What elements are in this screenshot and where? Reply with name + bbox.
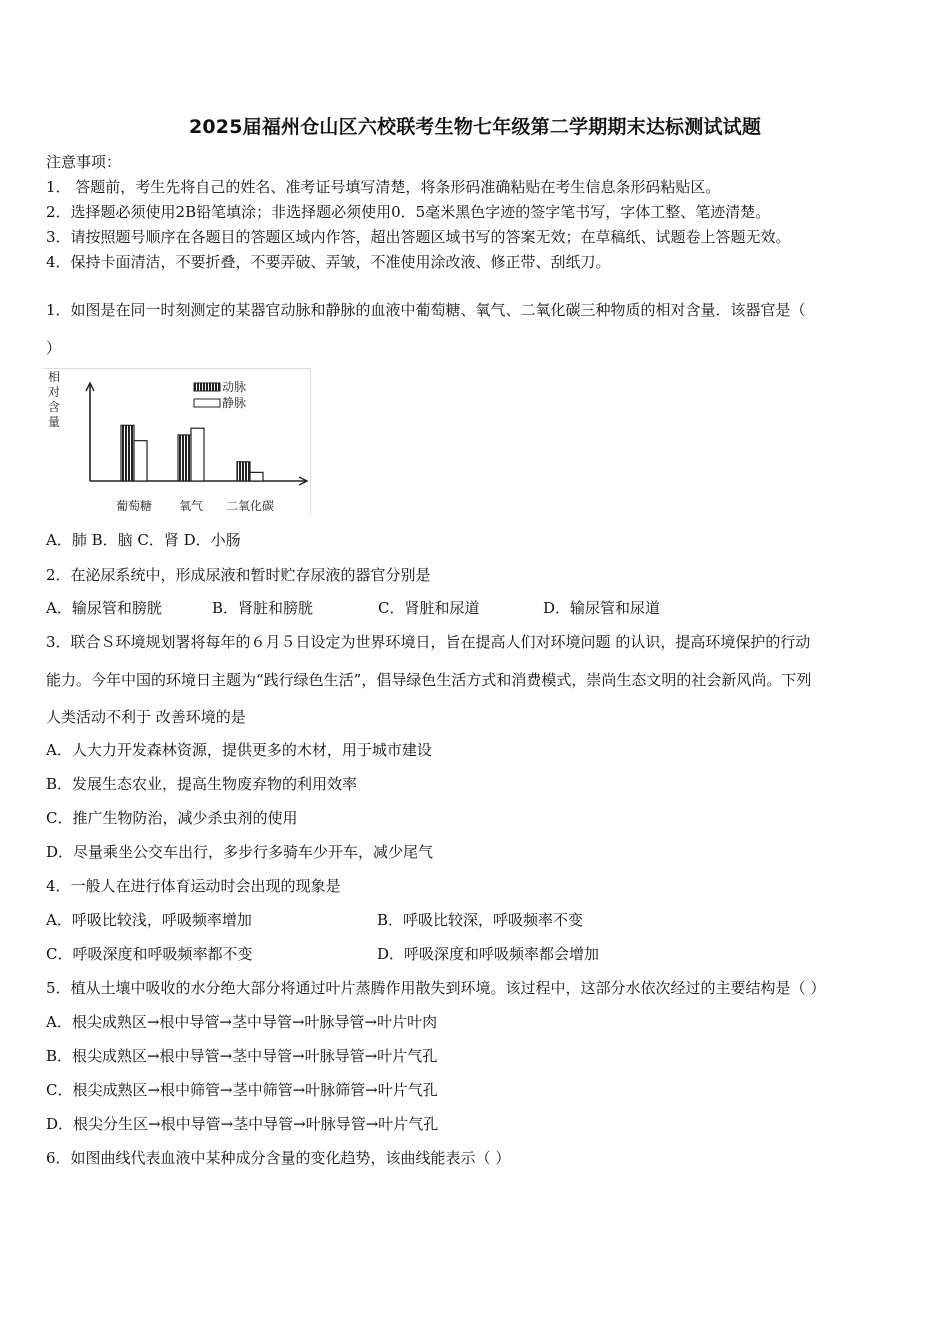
bar-vein-3	[250, 472, 263, 481]
notice-item-2: 2．选择题必须使用2B铅笔填涂；非选择题必须使用0．5毫米黑色字迹的签字笔书写，字体工整、笔迹清楚。	[46, 203, 771, 221]
q3-option-d: D．尽量乘坐公交车出行，多步行多骑车少开车，减少尾气	[46, 843, 434, 861]
q3-stem-line2: 能力。今年中国的环境日主题为“践行绿色生活”，倡导绿色生活方式和消费模式，崇尚生态文明的社会新风尚。下列	[46, 671, 812, 689]
q3-stem-line1: 3．联合Ｓ环境规划署将每年的６月５日设定为世界环境日，旨在提高人们对环境问题 的认识，提高环境保护的行动	[46, 633, 811, 651]
q1-stem-line2: ）	[46, 339, 62, 357]
q5-stem: 5．植从土壤中吸收的水分绝大部分将通过叶片蒸腾作用散失到环境。该过程中，这部分水依次经过的主要结构是（ ）	[46, 979, 826, 997]
q3-option-b: B．发展生态农业，提高生物废弃物的利用效率	[46, 775, 358, 793]
bar-artery-2	[178, 435, 191, 481]
page-title: 2025届福州仓山区六校联考生物七年级第二学期期末达标测试试题	[188, 116, 762, 138]
bar-vein-1	[134, 441, 147, 481]
q5-option-b: B．根尖成熟区→根中导管→茎中导管→叶脉导管→叶片气孔	[46, 1047, 438, 1065]
q1-bar-chart	[44, 368, 311, 515]
y-axis-label: 量	[47, 415, 61, 429]
legend-label: 动脉	[222, 380, 247, 394]
q2-stem: 2．在泌尿系统中，形成尿液和暂时贮存尿液的器官分别是	[46, 566, 431, 584]
q4-option-d: D．呼吸深度和呼吸频率都会增加	[377, 945, 600, 963]
q2-option-b: B．肾脏和膀胱	[212, 599, 314, 617]
q4-stem: 4．一般人在进行体育运动时会出现的现象是	[46, 877, 341, 895]
q6-stem: 6．如图曲线代表血液中某种成分含量的变化趋势，该曲线能表示（ ）	[46, 1149, 511, 1167]
y-axis-label: 相	[47, 370, 61, 384]
q4-option-c: C．呼吸深度和呼吸频率都不变	[46, 945, 253, 963]
bar-artery-3	[237, 462, 250, 481]
q5-option-a: A．根尖成熟区→根中导管→茎中导管→叶脉导管→叶片叶肉	[46, 1013, 438, 1031]
q4-option-a: A．呼吸比较浅，呼吸频率增加	[46, 911, 252, 929]
x-tick-label: 氧气	[178, 499, 204, 513]
notice-heading: 注意事项：	[46, 153, 122, 171]
q3-option-c: C．推广生物防治，减少杀虫剂的使用	[46, 809, 298, 827]
q1-stem-line1: 1．如图是在同一时刻测定的某器官动脉和静脉的血液中葡萄糖、氧气、二氧化碳三种物质的相对含量．该器官是（	[46, 301, 806, 319]
legend-swatch	[194, 399, 220, 407]
legend-swatch	[194, 383, 220, 391]
q4-option-b: B．呼吸比较深，呼吸频率不变	[377, 911, 584, 929]
q5-option-d: D．根尖分生区→根中导管→茎中导管→叶脉导管→叶片气孔	[46, 1115, 439, 1133]
q3-option-a: A．人大力开发森林资源，提供更多的木材，用于城市建设	[46, 741, 432, 759]
q3-stem-line3: 人类活动不利于 改善环境的是	[46, 708, 246, 726]
bar-artery-1	[121, 425, 134, 481]
q2-option-d: D．输尿管和尿道	[543, 599, 661, 617]
notice-item-3: 3．请按照题号顺序在各题目的答题区域内作答，超出答题区域书写的答案无效；在草稿纸、试题卷上答题无效。	[46, 228, 791, 246]
notice-item-4: 4．保持卡面清洁，不要折叠，不要弄破、弄皱，不准使用涂改液、修正带、刮纸刀。	[46, 253, 611, 271]
q2-option-a: A．输尿管和膀胱	[46, 599, 162, 617]
q5-option-c: C．根尖成熟区→根中筛管→茎中筛管→叶脉筛管→叶片气孔	[46, 1081, 438, 1099]
y-axis-label: 对	[47, 385, 61, 399]
legend-label: 静脉	[222, 396, 247, 410]
chart-svg	[44, 369, 310, 515]
y-axis-label: 含	[47, 400, 61, 414]
x-tick-label: 二氧化碳	[225, 499, 275, 513]
notice-item-1: 1． 答题前，考生先将自己的姓名、准考证号填写清楚，将条形码准确粘贴在考生信息条形码粘贴区。	[46, 178, 721, 196]
bar-vein-2	[191, 428, 204, 481]
x-tick-label: 葡萄糖	[115, 499, 153, 513]
q2-option-c: C．肾脏和尿道	[378, 599, 480, 617]
q1-options: A．肺 B．脑 C．肾 D．小肠	[46, 531, 241, 549]
